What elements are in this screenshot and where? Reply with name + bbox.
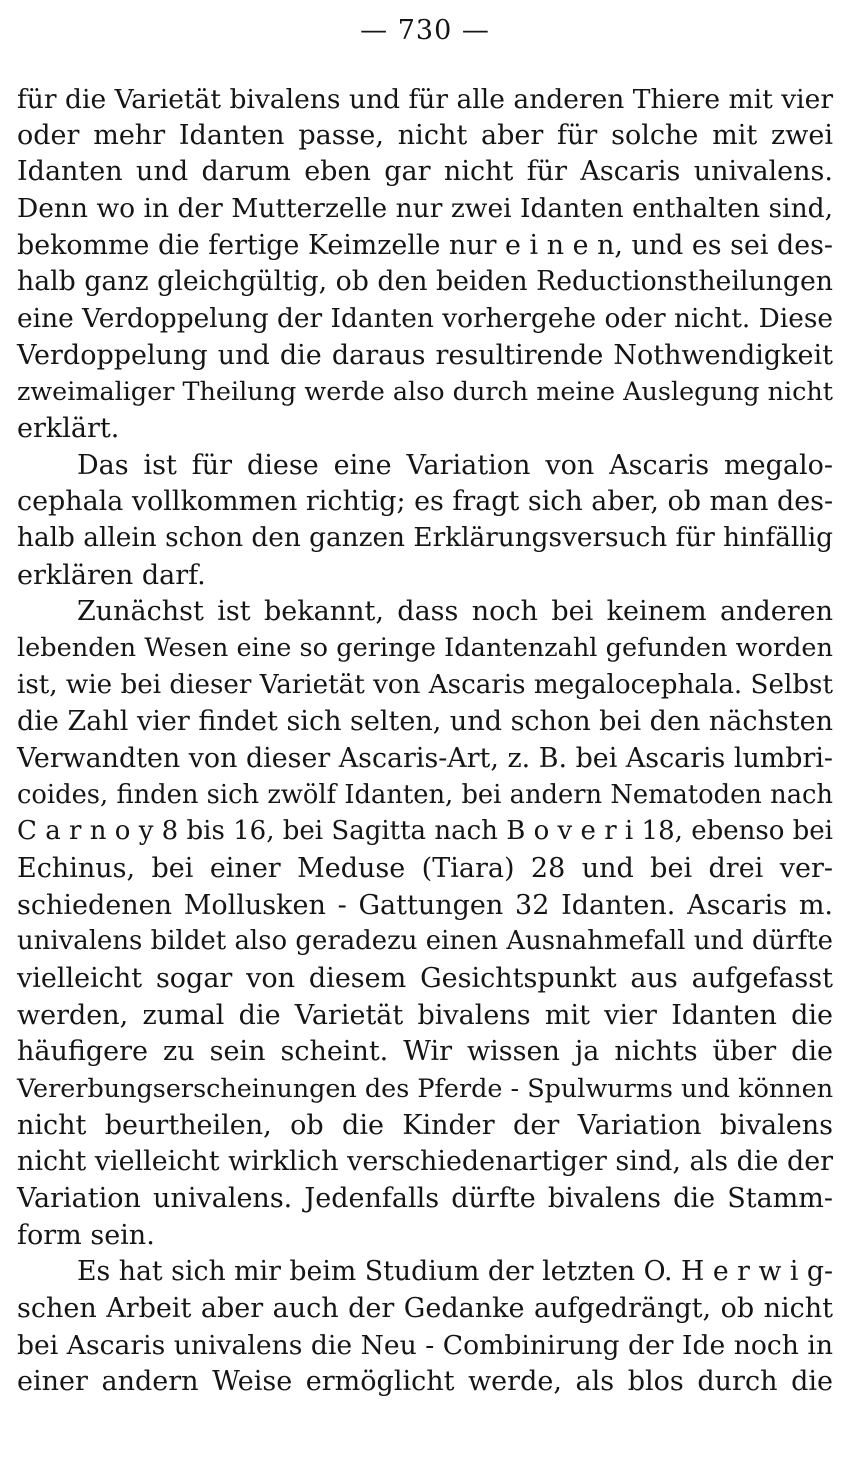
text-line: ist, wie bei dieser Varietät von Ascaris megalocephala. Selbst — [17, 670, 833, 700]
text-line: C a r n o y 8 bis 16, bei Sagitta nach B o v e r i 18, ebenso bei — [17, 816, 833, 846]
text-line: die Zahl vier findet sich selten, und schon bei den nächsten — [17, 706, 833, 737]
text-line: bei Ascaris univalens die Neu - Combinirung der Ide noch in — [17, 1330, 833, 1361]
text-line: häufigere zu sein scheint. Wir wissen ja nichts über die — [17, 1036, 833, 1067]
page-number: — 730 — — [360, 15, 490, 46]
text-line: Vererbungserscheinungen des Pferde - Spulwurms und können — [17, 1073, 834, 1103]
text-line: cephala vollkommen richtig; es fragt sich aber, ob man des- — [17, 486, 834, 517]
text-line: einer andern Weise ermöglicht werde, als blos durch die — [17, 1366, 833, 1397]
paragraph-first-line: Zunächst ist bekannt, dass noch bei keinem anderen — [77, 596, 833, 627]
paragraph-first-line: Das ist für diese eine Variation von Ascaris megalo- — [77, 450, 833, 481]
text-line: nicht vielleicht wirklich verschiedenartiger sind, als die der — [17, 1146, 833, 1177]
text-line: Echinus, bei einer Meduse (Tiara) 28 und bei drei ver- — [17, 853, 833, 884]
text-line: für die Varietät bivalens und für alle anderen Thiere mit vier — [17, 84, 833, 115]
text-line: halb allein schon den ganzen Erklärungsversuch für hinfällig — [17, 523, 833, 553]
text-line: erklärt. — [17, 413, 120, 444]
text-line: Denn wo in der Mutterzelle nur zwei Idanten enthalten sind, — [17, 193, 833, 224]
text-line: Verwandten von dieser Ascaris-Art, z. B. bei Ascaris lumbri- — [17, 743, 833, 774]
text-line: werden, zumal die Varietät bivalens mit vier Idanten die — [17, 1000, 833, 1031]
text-line: vielleicht sogar von diesem Gesichtspunkt aus aufgefasst — [17, 963, 833, 994]
text-line: halb ganz gleichgültig, ob den beiden Reductionstheilungen — [17, 266, 833, 297]
text-line: Variation univalens. Jedenfalls dürfte bivalens die Stamm- — [17, 1183, 833, 1214]
paragraph-first-line: Es hat sich mir beim Studium der letzten O. H e r w i g- — [77, 1256, 834, 1287]
text-line: nicht beurtheilen, ob die Kinder der Variation bivalens — [17, 1110, 833, 1141]
text-line: univalens bildet also geradezu einen Ausnahmefall und dürfte — [17, 926, 833, 956]
text-line: schiedenen Mollusken - Gattungen 32 Idanten. Ascaris m. — [17, 890, 833, 921]
text-line: oder mehr Idanten passe, nicht aber für solche mit zwei — [17, 120, 833, 151]
text-line: lebenden Wesen eine so geringe Idantenzahl gefunden worden — [17, 633, 833, 663]
text-line: Idanten und darum eben gar nicht für Ascaris univalens. — [17, 156, 833, 187]
text-line: zweimaliger Theilung werde also durch meine Auslegung nicht — [17, 376, 833, 406]
text-line: coides, finden sich zwölf Idanten, bei andern Nematoden nach — [17, 780, 833, 810]
text-line: form sein. — [17, 1220, 155, 1251]
text-line: Verdoppelung und die daraus resultirende Nothwendigkeit — [17, 340, 833, 371]
text-line: schen Arbeit aber auch der Gedanke aufgedrängt, ob nicht — [17, 1293, 833, 1324]
text-line: erklären darf. — [17, 560, 206, 591]
text-line: bekomme die fertige Keimzelle nur e i n e n, und es sei des- — [17, 230, 833, 261]
text-line: eine Verdoppelung der Idanten vorhergehe oder nicht. Diese — [17, 303, 834, 334]
